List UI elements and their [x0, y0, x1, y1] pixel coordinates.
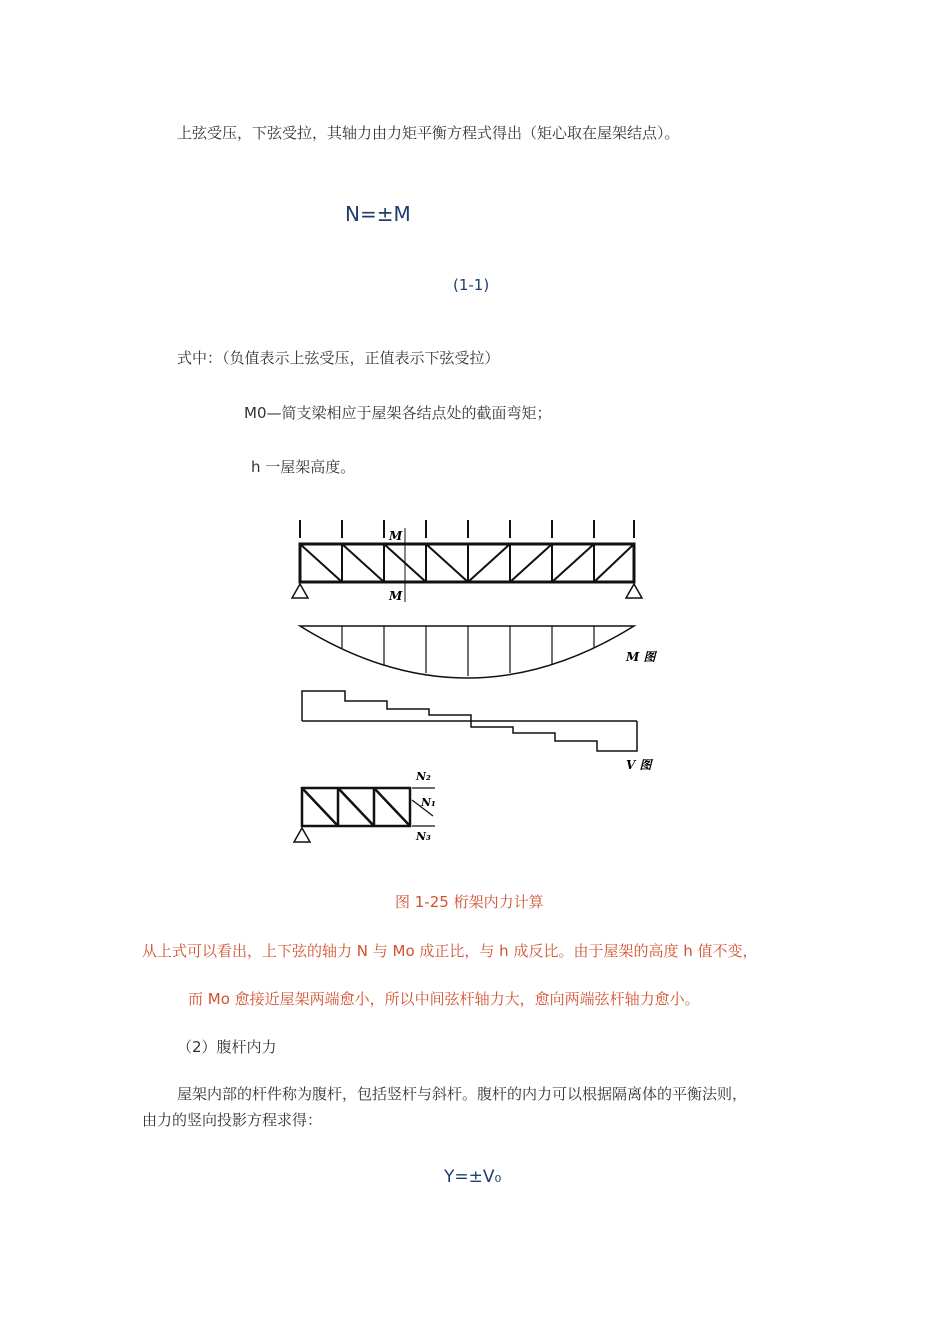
moment-diagram — [300, 626, 634, 678]
label-m-bottom: M — [389, 589, 403, 603]
label-n2: N₂ — [416, 770, 431, 783]
free-body-truss — [302, 788, 435, 826]
left-support — [292, 584, 308, 598]
free-body-support — [294, 828, 310, 842]
v-diagram-label: V 图 — [626, 758, 652, 772]
web-member-line-2: 由力的竖向投影方程求得： — [142, 1111, 323, 1129]
load-arrows — [300, 520, 634, 538]
truss-top — [300, 528, 634, 602]
conclusion-line-2: 而 Mo 愈接近屋架两端愈小，所以中间弦杆轴力大，愈向两端弦杆轴力愈小。 — [188, 990, 700, 1008]
equation-1-number: (1-1) — [453, 276, 490, 294]
equation-1: N=±M — [345, 202, 411, 226]
truss-force-figure — [285, 510, 675, 850]
label-m-top: M — [389, 529, 403, 543]
definition-h: h 一屋架高度。 — [251, 458, 356, 476]
para-chord-axial-force: 上弦受压，下弦受拉，其轴力由力矩平衡方程式得出（矩心取在屋架结点）。 — [177, 124, 680, 142]
label-n3: N₃ — [416, 830, 431, 843]
right-support — [626, 584, 642, 598]
web-member-line-1: 屋架内部的杆件称为腹杆，包括竖杆与斜杆。腹杆的内力可以根据隔离体的平衡法则， — [177, 1085, 748, 1103]
label-n1: N₁ — [421, 796, 436, 809]
definition-m0: M0—简支梁相应于屋架各结点处的截面弯矩； — [244, 404, 552, 422]
equation-2: Y=±V₀ — [444, 1167, 502, 1187]
shear-diagram — [302, 691, 637, 751]
section-heading-web-force: （2）腹杆内力 — [177, 1038, 277, 1056]
conclusion-line-1: 从上式可以看出，上下弦的轴力 N 与 Mo 成正比，与 h 成反比。由于屋架的高度 h 值不变， — [142, 942, 758, 960]
where-clause: 式中：（负值表示上弦受压，正值表示下弦受拉） — [177, 349, 500, 367]
m-diagram-label: M 图 — [626, 650, 656, 664]
figure-caption: 图 1-25 桁架内力计算 — [395, 893, 544, 911]
